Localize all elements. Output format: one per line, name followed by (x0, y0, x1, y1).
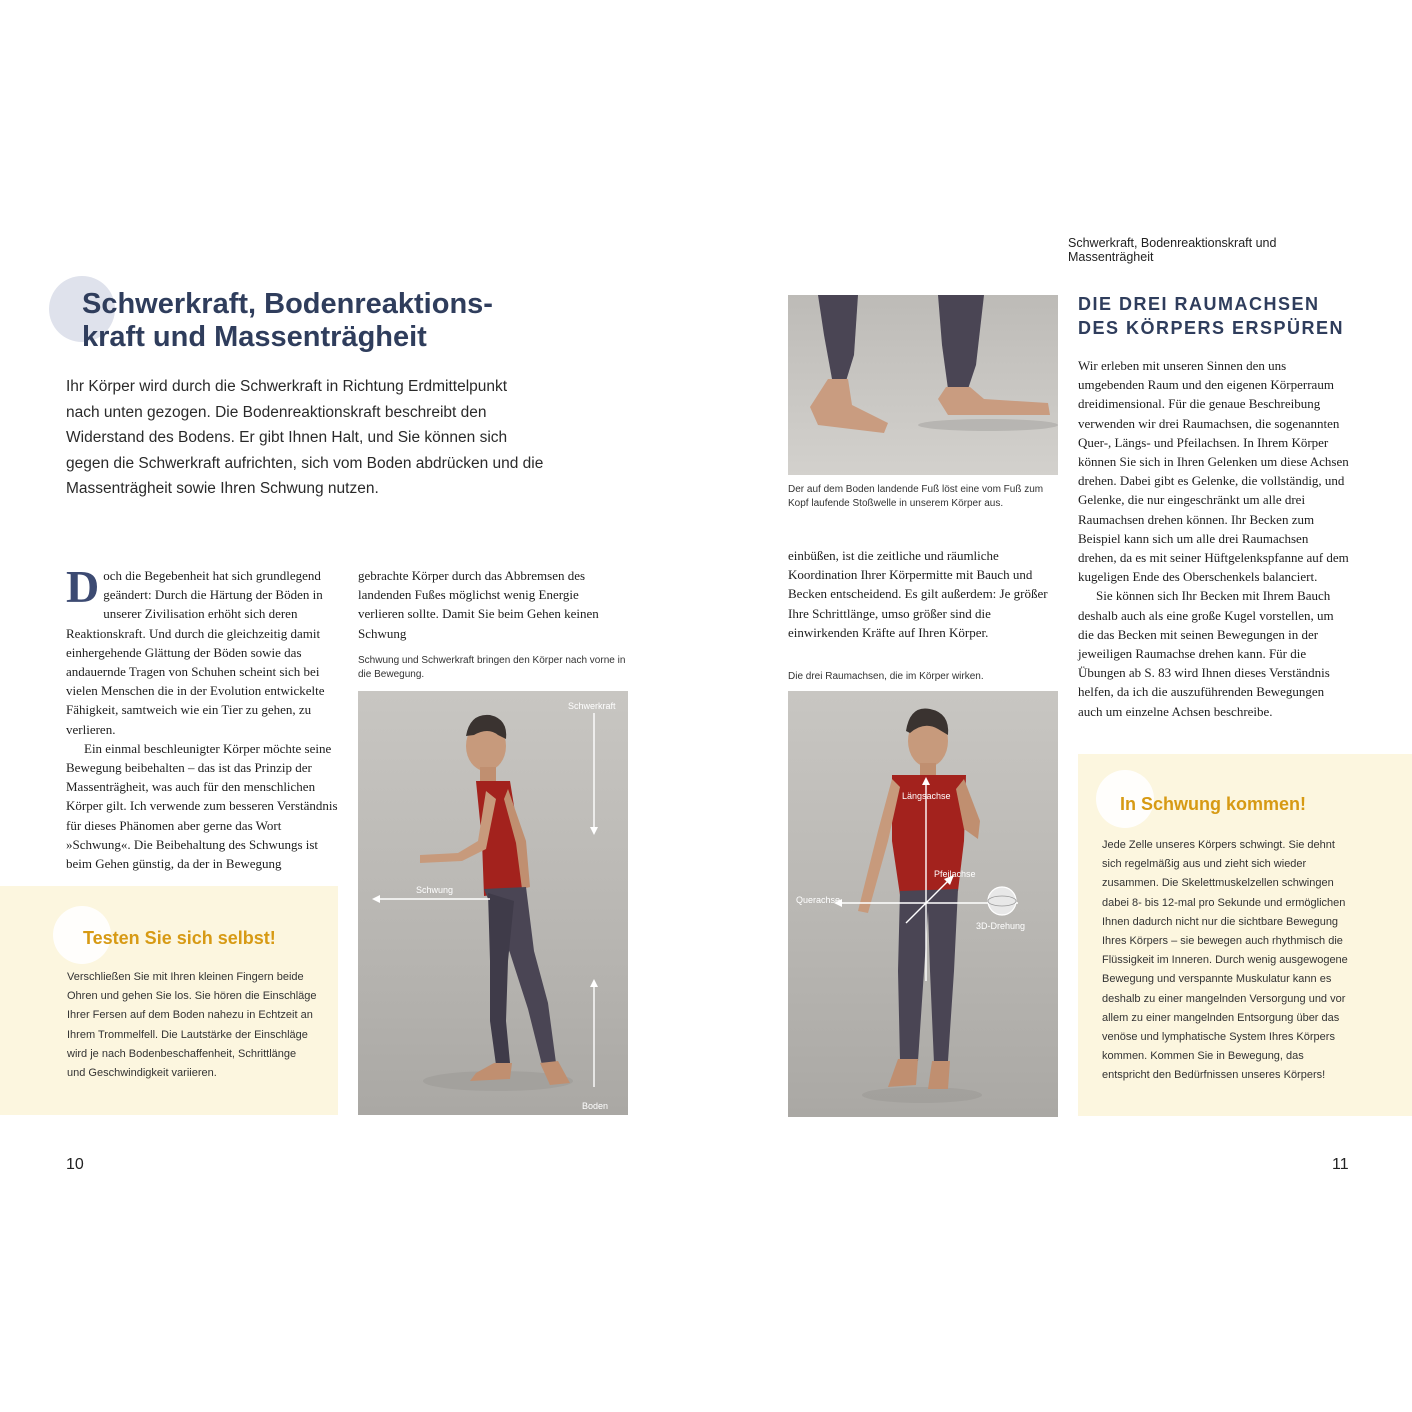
label-3d-drehung: 3D-Drehung (976, 921, 1026, 931)
heading-line-1: DIE DREI RAUMACHSEN (1078, 294, 1320, 314)
label-boden: Boden (582, 1101, 609, 1111)
body-column-3 (788, 546, 1050, 642)
photo-1-illustration (358, 691, 628, 1115)
title-line-2: kraft und Massenträgheit (82, 321, 427, 353)
box-text: Verschließen Sie mit Ihren kleinen Fingern beide Ohren und gehen Sie los. Sie hören die Einschläge Ihrer Fersen auf dem Boden nahezu in Echtzeit an Ihrem Trommelfell. Die Lautstärke der Einschläge wird je nach Bodenbeschaffenheit, Schrittlänge und Geschwindigkeit variieren. (67, 971, 317, 1080)
photo-2-caption: Der auf dem Boden landende Fuß löst eine vom Fuß zum Kopf laufende Stoßwelle in unserem Körper aus. (788, 484, 1044, 509)
info-box-testen (0, 886, 338, 1115)
body-column-2 (358, 566, 626, 643)
body-paragraph: Sie können sich Ihr Becken mit Ihrem Bauch deshalb auch als eine große Kugel vorstellen, um die das Becken mit seinen Bewegungen in der jeweiligen Raumachse drehen kann. Für die Übungen ab S. 83 wird Ihnen dieses Verständnis helfen, da ich die auszuführenden Bewegungen auch um einzelne Achsen beschreibe. (1078, 588, 1334, 719)
photo-feet-landing (788, 295, 1058, 475)
photo-3-caption: Die drei Raumachsen, die im Körper wirken. (788, 671, 984, 682)
label-pfeilachse: Pfeilachse (934, 869, 976, 879)
photo-2-illustration (788, 295, 1058, 475)
paragraph-text: och die Begebenheit hat sich grundlegend geändert: Durch die Härtung der Böden in unserer Zivilisation erhöht sich deren Reaktionskraft. Und durch die gleichzeitig damit einhergehende Glättung der Böden sowie das andauernde Tragen von Schuhen scheint sich bei vielen Menschen die in der Evolution entwickelte Fähigkeit, samtweich wie ein Tier zu gehen, zu verlieren. (66, 568, 325, 737)
box-title: In Schwung kommen! (1120, 794, 1307, 814)
label-schwerkraft: Schwerkraft (568, 701, 616, 711)
label-querachse: Querachse (796, 895, 841, 905)
page-title (82, 288, 542, 354)
heading-line-2: DES KÖRPERS ERSPÜREN (1078, 318, 1345, 338)
running-head: Schwerkraft, Bodenreaktionskraft und Massenträgheit (1068, 236, 1277, 264)
body-paragraph: Wir erleben mit unseren Sinnen den uns umgebenden Raum und den eigenen Körperraum dreidimensional. Für die genaue Beschreibung verwenden wir drei Raumachsen, die sogenannten Quer-, Längs- und Pfeilachsen. In Ihrem Körper können Sie sich in Ihren Gelenken um diese Achsen drehen. Dabei gibt es Gelenke, die vollständig, und Gelenke, die nur eingeschränkt um alle drei Raumachsen drehen können. Ihr Becken zum Beispiel kann sich um alle drei Raumachsen drehen, da es mit seiner Hüftgelenkspfanne auf dem kugeligen Ende des Oberschenkels balanciert. (1078, 358, 1349, 585)
photo-1-caption: Schwung und Schwerkraft bringen den Körper nach vorne in die Bewegung. (358, 655, 626, 680)
section-heading (1078, 292, 1358, 340)
page-number-left: 10 (66, 1156, 84, 1173)
intro-paragraph: Ihr Körper wird durch die Schwerkraft in Richtung Erdmittelpunkt nach unten gezogen. Die Bodenreaktionskraft beschreibt den Widerstand des Bodens. Er gibt Ihnen Halt, und Sie können sich gegen die Schwerkraft aufrichten, sich vom Boden abdrücken und die Massenträgheit sowie Ihren Schwung nutzen. (66, 378, 544, 497)
label-laengsachse: Längsachse (902, 791, 951, 801)
label-schwung: Schwung (416, 885, 454, 895)
body-paragraph (66, 561, 338, 739)
photo-walking-forces (358, 691, 628, 1115)
box-text: Jede Zelle unseres Körpers schwingt. Sie dehnt sich regelmäßig aus und zieht sich wieder zusammen. Die Skelettmuskelzellen schwingen dabei 8- bis 12-mal pro Sekunde und ermöglichen Ihnen dadurch nicht nur die sichtbare Bewegung Ihres Körpers – sie bewegen auch rhythmisch die Flüssigkeit im Inneren. Durch wenig ausgewogene Bewegung und verspannte Muskulatur kann es deshalb zu einer mangelnden Versorgung und vor allem zu einer mangelnden Entsorgung über das venöse und lymphatische System Ihres Körpers kommen. Kommen Sie in Bewegung, das entspricht den Bedürfnissen unseres Körpers! (1102, 839, 1348, 1082)
body-paragraph: gebrachte Körper durch das Abbremsen des landenden Fußes möglichst wenig Energie verlieren sollte. Damit Sie beim Gehen keinen Schwung (358, 568, 599, 641)
box-title: Testen Sie sich selbst! (83, 928, 276, 948)
drop-cap: D (66, 561, 100, 612)
photo-body-axes (788, 691, 1058, 1117)
body-paragraph: Ein einmal beschleunigter Körper möchte seine Bewegung beibehalten – das ist das Prinzip der Massenträgheit, was auch für den menschlichen Körper gilt. Ich verwende zum besseren Verständnis für dieses Phänomen aber gerne das Wort »Schwung«. Die Beibehaltung des Schwungs ist beim Gehen günstig, da der in Bewegung (66, 740, 338, 872)
body-column-1 (66, 561, 338, 873)
body-paragraph: einbüßen, ist die zeitliche und räumliche Koordination Ihrer Körpermitte mit Bauch und Becken entscheidend. Es gilt außerdem: Je größer Ihre Schrittlänge, umso größer sind die einwirkenden Kräfte auf Ihren Körper. (788, 548, 1048, 640)
title-line-1: Schwerkraft, Bodenreaktions- (82, 288, 493, 320)
page-number-right: 11 (1332, 1156, 1349, 1173)
info-box-schwung (1078, 754, 1412, 1116)
body-column-4 (1078, 356, 1350, 721)
